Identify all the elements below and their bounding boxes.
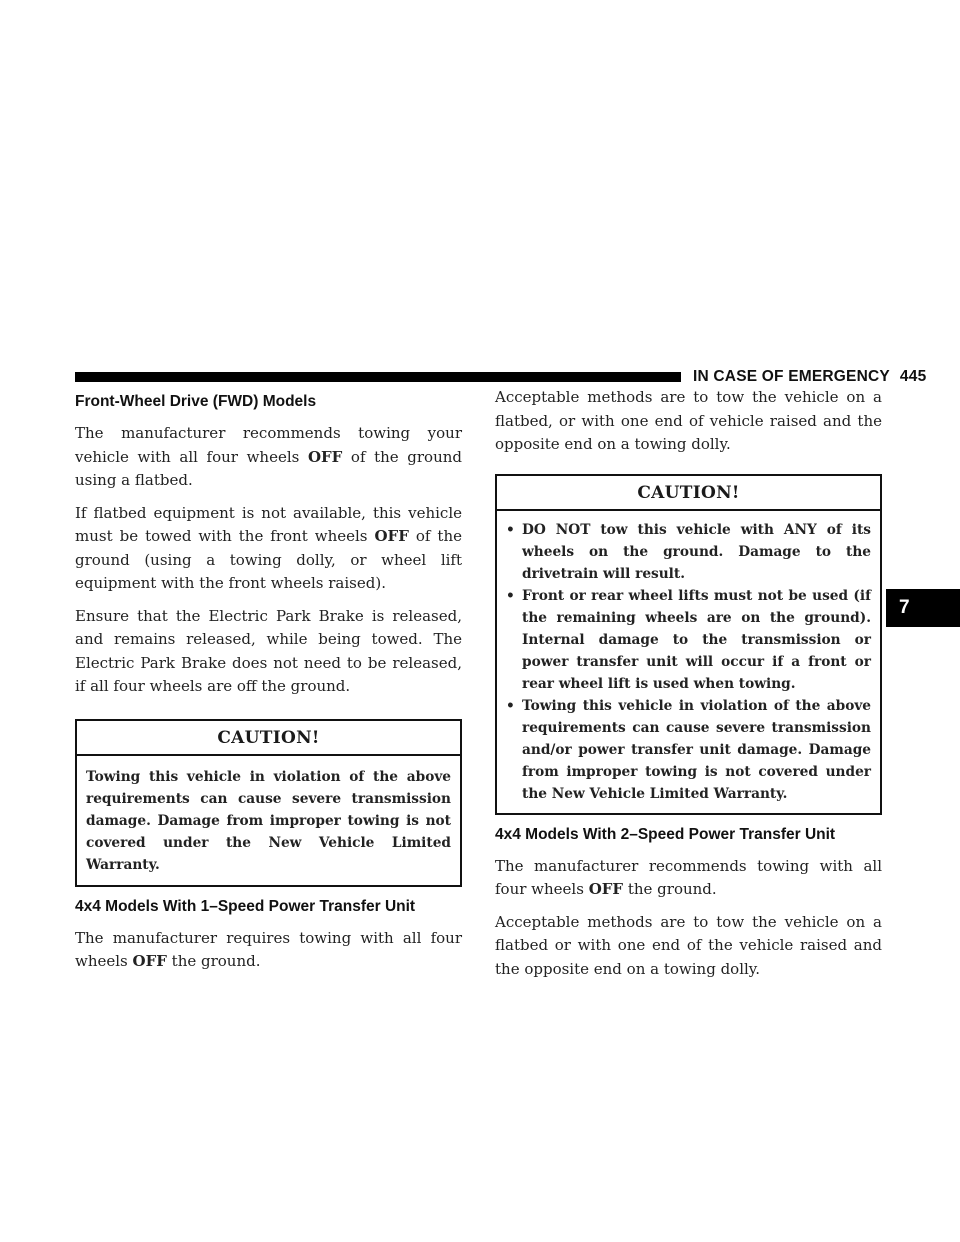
section-title: IN CASE OF EMERGENCY bbox=[693, 368, 890, 385]
caution-item-text: Towing this vehicle in violation of the above requirements can cause severe transmission and/or power transfer unit damage. Damage from improper towing is not covered under the New Vehicle Limited Warranty. bbox=[522, 697, 871, 802]
caution-body bbox=[497, 511, 880, 813]
fwd-paragraph-2 bbox=[75, 502, 462, 596]
bullet-icon: • bbox=[506, 521, 515, 538]
caution-item-text: Front or rear wheel lifts must not be used (if the remaining wheels are on the ground). Internal damage to the transmission or power transfer unit will occur if a front or rear wheel lift is used when towing. bbox=[522, 587, 871, 692]
bold-off: OFF bbox=[588, 880, 624, 898]
fwd-paragraph-1 bbox=[75, 422, 462, 493]
text: If flatbed equipment is not available, this vehicle must be towed with the front wheels bbox=[75, 503, 462, 545]
right-paragraph-1: Acceptable methods are to tow the vehicle on a flatbed, or with one end of vehicle raised and the opposite end on a towing dolly. bbox=[495, 388, 882, 453]
two-speed-heading: 4x4 Models With 2–Speed Power Transfer Unit bbox=[495, 825, 836, 843]
right-column bbox=[495, 386, 882, 981]
caution-text: Towing this vehicle in violation of the above requirements can cause severe transmission damage. Damage from improper towing is not covered under the New Vehicle Limited Warranty. bbox=[86, 768, 451, 873]
text: The manufacturer requires towing with all four wheels bbox=[75, 928, 462, 970]
chapter-number: 7 bbox=[899, 597, 910, 618]
text: of the ground using a flatbed. bbox=[75, 447, 462, 489]
bullet-icon: • bbox=[506, 587, 515, 604]
one-speed-paragraph bbox=[75, 927, 462, 974]
caution-item bbox=[506, 585, 871, 695]
caution-box-right bbox=[495, 474, 882, 815]
two-speed-paragraph-2: Acceptable methods are to tow the vehicle on a flatbed or with one end of the vehicle raised and the opposite end on a towing dolly. bbox=[495, 912, 882, 978]
caution-item bbox=[506, 519, 871, 585]
caution-box-left bbox=[75, 719, 462, 887]
header-rule bbox=[75, 372, 681, 382]
running-header bbox=[693, 368, 926, 386]
page-number: 445 bbox=[899, 368, 927, 385]
text: The manufacturer recommends towing your vehicle with all four wheels bbox=[75, 424, 462, 466]
fwd-paragraph-3: Ensure that the Electric Park Brake is released, and remains released, while being towed. The Electric Park Brake does not need to be released, if all four wheels are off the ground. bbox=[75, 606, 462, 695]
bold-off: OFF bbox=[374, 527, 409, 545]
text: the ground. bbox=[166, 952, 261, 970]
one-speed-heading: 4x4 Models With 1–Speed Power Transfer Unit bbox=[75, 897, 416, 915]
fwd-heading: Front-Wheel Drive (FWD) Models bbox=[75, 393, 317, 410]
text: The manufacturer recommends towing with all four wheels bbox=[495, 856, 882, 898]
caution-title: CAUTION! bbox=[497, 476, 880, 511]
bullet-icon: • bbox=[506, 697, 515, 714]
two-speed-paragraph-1 bbox=[495, 855, 882, 902]
bold-off: OFF bbox=[132, 952, 167, 970]
left-column bbox=[75, 392, 462, 974]
bold-off: OFF bbox=[307, 447, 343, 466]
text: the ground. bbox=[623, 880, 717, 898]
caution-title: CAUTION! bbox=[77, 721, 460, 756]
caution-item-text: DO NOT tow this vehicle with ANY of its wheels on the ground. Damage to the drivetrain will result. bbox=[522, 521, 871, 582]
text: of the ground (using a towing dolly, or wheel lift equipment with the front wheels raised). bbox=[75, 527, 462, 592]
caution-item bbox=[506, 695, 871, 805]
caution-list bbox=[506, 519, 871, 805]
chapter-tab bbox=[886, 589, 960, 627]
